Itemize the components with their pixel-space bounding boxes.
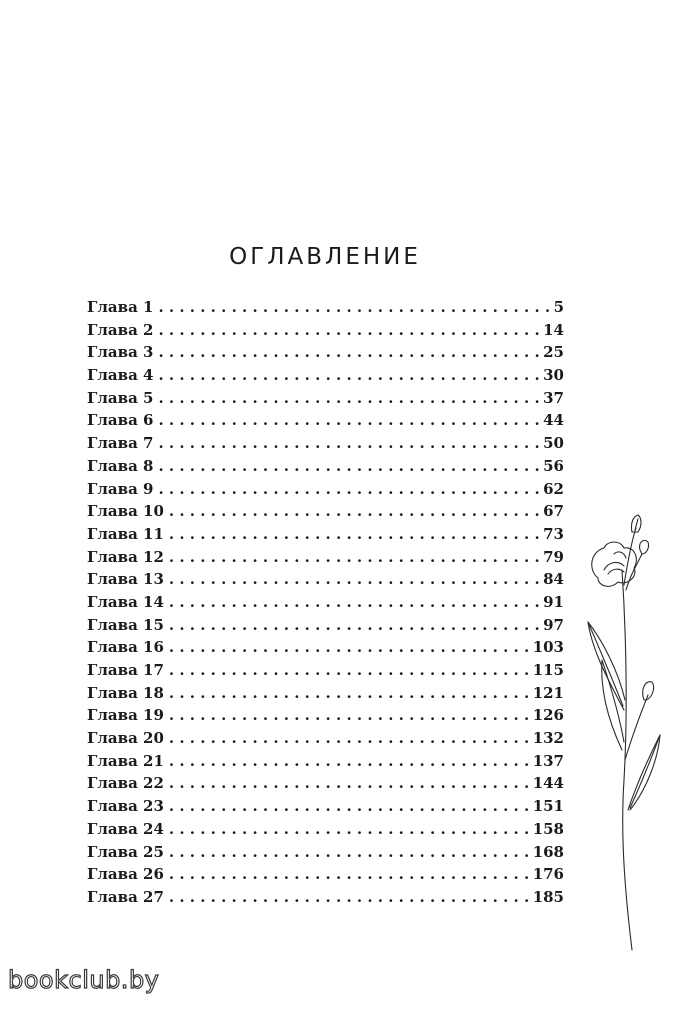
toc-dot-leader: [158, 455, 541, 478]
toc-page-number: 97: [543, 615, 564, 634]
flower-illustration-icon: [578, 510, 670, 960]
toc-dot-leader: [169, 750, 531, 773]
toc-entry: [87, 568, 564, 591]
toc-dot-leader: [158, 319, 541, 342]
toc-entry: [87, 863, 564, 886]
toc-chapter-label: Глава 3: [87, 343, 154, 362]
toc-page-number: 84: [543, 570, 564, 589]
toc-page-number: 25: [543, 343, 564, 362]
toc-dot-leader: [169, 727, 531, 750]
toc-entry: [87, 523, 564, 546]
toc-chapter-label: Глава 14: [87, 592, 164, 611]
toc-entry: [87, 455, 564, 478]
toc-chapter-label: Глава 9: [87, 479, 154, 498]
toc-entry: [87, 682, 564, 705]
toc-entry: [87, 636, 564, 659]
toc-page-number: 73: [543, 524, 564, 543]
toc-page-number: 126: [532, 706, 564, 725]
toc-page-number: 185: [532, 887, 564, 906]
toc-dot-leader: [158, 364, 541, 387]
toc-entry: [87, 409, 564, 432]
toc-entry: [87, 500, 564, 523]
toc-dot-leader: [158, 432, 541, 455]
toc-dot-leader: [158, 409, 541, 432]
toc-chapter-label: Глава 11: [87, 524, 164, 543]
toc-entry: [87, 387, 564, 410]
toc-dot-leader: [169, 546, 541, 569]
toc-entry: [87, 614, 564, 637]
toc-chapter-label: Глава 5: [87, 388, 154, 407]
toc-page-number: 5: [553, 298, 564, 316]
toc-dot-leader: [158, 478, 541, 501]
toc-chapter-label: Глава 22: [87, 774, 164, 793]
toc-entry: [87, 296, 564, 319]
toc-dot-leader: [169, 704, 531, 727]
toc-page-number: 56: [543, 456, 564, 475]
toc-chapter-label: Глава 2: [87, 320, 154, 339]
toc-dot-leader: [169, 500, 541, 523]
toc-page-number: 158: [532, 819, 564, 838]
toc-chapter-label: Глава 20: [87, 729, 164, 748]
toc-page-number: 103: [532, 638, 564, 657]
toc-chapter-label: Глава 12: [87, 547, 164, 566]
toc-chapter-label: Глава 8: [87, 456, 154, 475]
toc-page-number: 137: [532, 751, 564, 770]
toc-entry: [87, 364, 564, 387]
toc-dot-leader: [169, 636, 531, 659]
toc-dot-leader: [169, 591, 541, 614]
toc-entry: [87, 319, 564, 342]
toc-entry: [87, 478, 564, 501]
toc-chapter-label: Глава 21: [87, 751, 164, 770]
toc-dot-leader: [169, 886, 531, 909]
toc-dot-leader: [169, 772, 531, 795]
toc-chapter-label: Глава 1: [87, 298, 154, 316]
toc-dot-leader: [169, 523, 541, 546]
toc-dot-leader: [158, 296, 551, 319]
toc-page-number: 44: [543, 411, 564, 430]
toc-page-number: 30: [543, 366, 564, 385]
toc-page-number: 151: [532, 797, 564, 816]
toc-dot-leader: [158, 387, 541, 410]
toc-dot-leader: [169, 795, 531, 818]
toc-entry: [87, 795, 564, 818]
toc-entry: [87, 432, 564, 455]
toc-dot-leader: [169, 863, 531, 886]
toc-entry: [87, 772, 564, 795]
toc-chapter-label: Глава 10: [87, 502, 164, 521]
toc-page-number: 62: [543, 479, 564, 498]
toc-page-number: 50: [543, 434, 564, 453]
toc-chapter-label: Глава 6: [87, 411, 154, 430]
toc-entry: [87, 546, 564, 569]
toc-dot-leader: [169, 614, 541, 637]
toc-chapter-label: Глава 18: [87, 683, 164, 702]
toc-entry: [87, 341, 564, 364]
toc-entry: [87, 727, 564, 750]
toc-entry: [87, 704, 564, 727]
toc-dot-leader: [169, 682, 531, 705]
toc-page-number: 79: [543, 547, 564, 566]
toc-dot-leader: [169, 818, 531, 841]
toc-dot-leader: [169, 659, 531, 682]
toc-chapter-label: Глава 16: [87, 638, 164, 657]
toc-page-number: 91: [543, 592, 564, 611]
toc-dot-leader: [158, 341, 541, 364]
toc-chapter-label: Глава 15: [87, 615, 164, 634]
toc-entry: [87, 659, 564, 682]
page-title: ОГЛАВЛЕНИЕ: [229, 244, 421, 270]
toc-entry: [87, 750, 564, 773]
toc-chapter-label: Глава 19: [87, 706, 164, 725]
toc-page-number: 144: [532, 774, 564, 793]
toc-entry: [87, 841, 564, 864]
toc-page-number: 37: [543, 388, 564, 407]
toc-page-number: 176: [532, 865, 564, 884]
toc-page-number: 121: [532, 683, 564, 702]
watermark: bookclub.by: [8, 966, 160, 994]
toc-chapter-label: Глава 4: [87, 366, 154, 385]
toc-entry: [87, 886, 564, 909]
toc-chapter-label: Глава 7: [87, 434, 154, 453]
toc-page-number: 115: [532, 661, 564, 679]
toc-page-number: 132: [532, 729, 564, 748]
toc-entry: [87, 591, 564, 614]
toc-chapter-label: Глава 26: [87, 865, 164, 884]
toc-entry: [87, 818, 564, 841]
toc-page-number: 168: [532, 842, 564, 861]
toc-page-number: 67: [543, 502, 564, 521]
toc-dot-leader: [169, 841, 531, 864]
table-of-contents: [87, 296, 564, 909]
toc-chapter-label: Глава 25: [87, 842, 164, 861]
toc-dot-leader: [169, 568, 541, 591]
toc-chapter-label: Глава 13: [87, 570, 164, 589]
toc-chapter-label: Глава 17: [87, 661, 164, 679]
toc-page-number: 14: [543, 320, 564, 339]
toc-chapter-label: Глава 23: [87, 797, 164, 816]
toc-chapter-label: Глава 27: [87, 887, 164, 906]
toc-chapter-label: Глава 24: [87, 819, 164, 838]
